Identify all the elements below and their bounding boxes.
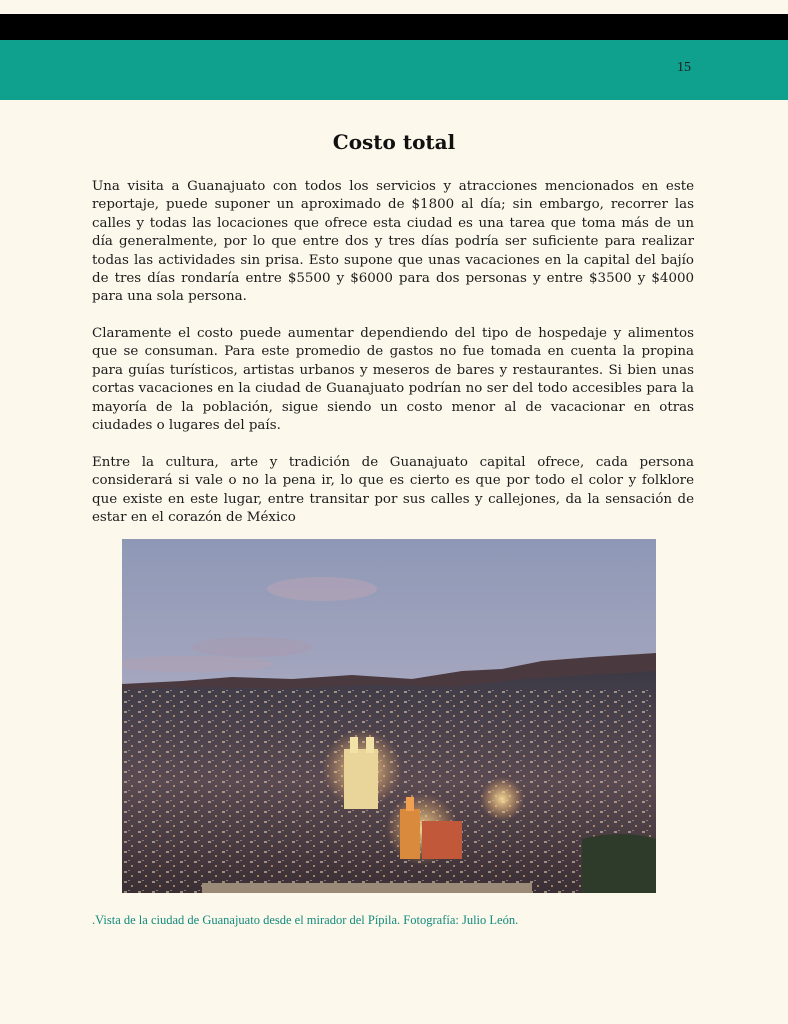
city-photo-illustration xyxy=(122,539,656,893)
header-black-bar xyxy=(0,14,788,40)
paragraph-1: Una visita a Guanajuato con todos los servicios y atracciones mencionados en este reportaje, puede suponer un aproximado de $1800 al día; sin embargo, recorrer las calles y todas las locaciones que ofrece esta ciudad es una tarea que toma más de un día generalmente, por lo que entre dos y tres días podría ser suficiente para realizar todas las actividades sin prisa. Esto supone que unas vacaciones en la capital del bajío de tres días rondaría entre $5500 y $6000 para dos personas y entre $3500 y $4000 para una sola persona. xyxy=(92,179,694,305)
photo-caption: .Vista de la ciudad de Guanajuato desde el mirador del Pípila. Fotografía: Julio León. xyxy=(92,913,519,927)
section-title: Costo total xyxy=(332,130,456,154)
page-number: 15 xyxy=(677,60,691,75)
paragraph-2: Claramente el costo puede aumentar dependiendo del tipo de hospedaje y alimentos que se consuman. Para este promedio de gastos no fue tomada en cuenta la propina para guías turísticos, artistas urbanos y meseros de bares y restaurantes. Si bien unas cortas vacaciones en la ciudad de Guanajuato podrían no ser del todo accesibles para la mayoría de la población, sigue siendo un costo menor al de vacacionar en otras ciudades o lugares del país. xyxy=(92,326,694,434)
paragraph-3: Entre la cultura, arte y tradición de Guanajuato capital ofrece, cada persona considerará si vale o no la pena ir, lo que es cierto es que por todo el color y folklore que existe en este lugar, entre transitar por sus calles y callejones, da la sensación de estar en el corazón de México xyxy=(92,455,694,526)
city-photo xyxy=(122,539,656,893)
header-teal-band xyxy=(0,40,788,100)
